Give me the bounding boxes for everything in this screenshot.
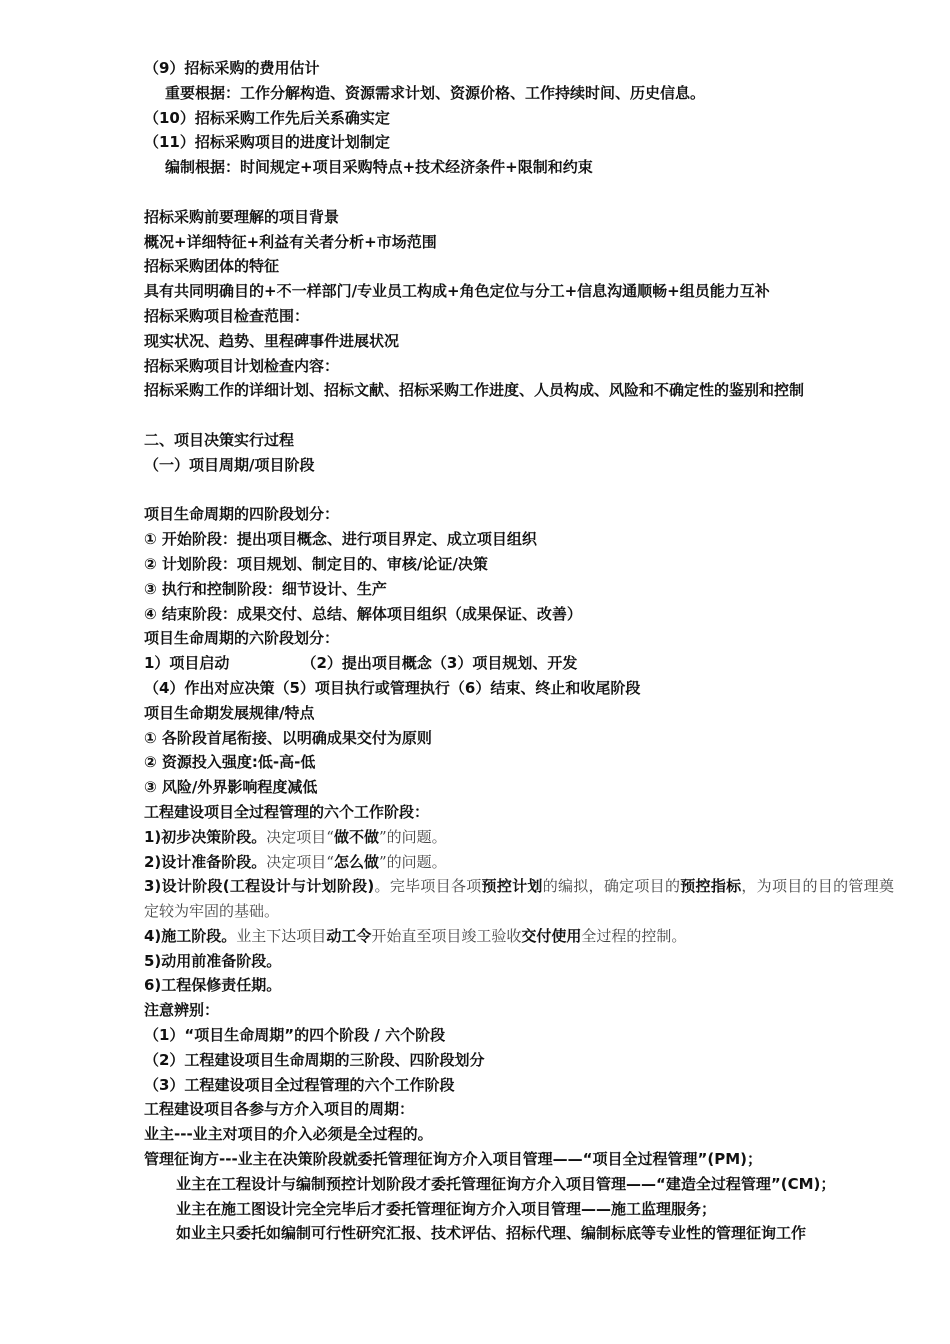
phase-text: 。完毕项目各项 — [374, 877, 482, 896]
phase-text: 决定项目“ — [266, 852, 334, 871]
phase-text: ”的问题。 — [378, 827, 447, 846]
construction-title: 工程建设项目全过程管理的六个工作阶段： — [144, 802, 430, 821]
phase-text: ，为项目的目的管理奠定较为牢固的基础。 — [144, 877, 894, 921]
construction-phase-6: 6)工程保修责任期。 — [144, 976, 282, 995]
phase-emphasis: 预控指标 — [680, 877, 742, 896]
spacer — [144, 180, 894, 205]
four-stage-title: 项目生命周期的四阶段划分： — [144, 505, 340, 524]
phase-label: 1)初步决策阶段。 — [144, 827, 267, 846]
participants-title: 工程建设项目各参与方介入项目的周期： — [144, 1100, 415, 1119]
item-9-basis: 重要根据：工作分解构造、资源需求计划、资源价格、工作持续时间、历史信息。 — [165, 83, 706, 102]
item-10-heading: （10）招标采购工作先后关系确实定 — [144, 108, 390, 127]
six-stage-item-1: 1）项目启动 — [144, 654, 230, 673]
construction-phase-1 — [144, 825, 894, 850]
phase-label: 3)设计阶段(工程设计与计划阶段) — [144, 877, 375, 896]
phase-emphasis: 预控计划 — [481, 877, 543, 896]
six-stage-items-2-3: （2）提出项目概念（3）项目规划、开发 — [301, 654, 578, 673]
background-line-8: 招标采购工作的详细计划、招标文献、招标采购工作进度、人员构成、风险和不确定性的鉴别和控制 — [144, 381, 805, 400]
participant-supervision: 业主在施工图设计完全完毕后才委托管理征询方介入项目管理——施工监理服务； — [176, 1199, 717, 1218]
four-stage-item: ③ 执行和控制阶段：细节设计、生产 — [144, 579, 387, 598]
phase-text: 开始直至项目竣工验收 — [371, 926, 522, 945]
six-stage-line-2: （4）作出对应决策（5）项目执行或管理执行（6）结束、终止和收尾阶段 — [144, 678, 641, 697]
four-stage-item: ④ 结束阶段：成果交付、总结、解体项目组织（成果保证、改善） — [144, 604, 582, 623]
document-page — [144, 56, 894, 1246]
phase-text: 的编拟，确定项目的 — [542, 877, 681, 896]
participant-owner: 业主---业主对项目的介入必须是全过程的。 — [144, 1125, 433, 1144]
participant-cm: 业主在工程设计与编制预控计划阶段才委托管理征询方介入项目管理——“建造全过程管理”(CM)； — [176, 1174, 836, 1193]
spacer — [144, 403, 894, 428]
item-11-basis: 编制根据：时间规定+项目采购特点+技术经济条件+限制和约束 — [165, 158, 593, 177]
lifecycle-rule: ③ 风险/外界影响程度减低 — [144, 778, 318, 797]
phase-emphasis: 做不做 — [333, 827, 379, 846]
item-11-heading: （11）招标采购项目的进度计划制定 — [144, 133, 390, 152]
note-item: （3）工程建设项目全过程管理的六个工作阶段 — [144, 1075, 455, 1094]
phase-text: ”的问题。 — [378, 852, 447, 871]
background-line-5: 招标采购项目检查范围： — [144, 306, 310, 325]
background-line-4: 具有共同明确目的+不一样部门/专业员工构成+角色定位与分工+信息沟通顺畅+组员能力互补 — [144, 282, 770, 301]
phase-text: 全过程的控制。 — [581, 926, 687, 945]
six-stage-line-1 — [144, 651, 894, 676]
construction-phase-3 — [144, 874, 894, 924]
six-stage-title: 项目生命周期的六阶段划分： — [144, 629, 340, 648]
background-line-7: 招标采购项目计划检查内容： — [144, 356, 340, 375]
four-stage-item: ② 计划阶段：项目规划、制定目的、审核/论证/决策 — [144, 554, 488, 573]
lifecycle-rule: ② 资源投入强度:低-高-低 — [144, 753, 316, 772]
note-item: （2）工程建设项目生命周期的三阶段、四阶段划分 — [144, 1050, 485, 1069]
section-subheading: （一）项目周期/项目阶段 — [144, 455, 315, 474]
four-stage-item: ① 开始阶段：提出项目概念、进行项目界定、成立项目组织 — [144, 530, 537, 549]
notes-title: 注意辨别： — [144, 1001, 220, 1020]
phase-label: 2)设计准备阶段。 — [144, 852, 267, 871]
participant-other: 如业主只委托如编制可行性研究汇报、技术评估、招标代理、编制标底等专业性的管理征询工作 — [176, 1224, 807, 1243]
construction-phase-4 — [144, 924, 894, 949]
background-line-6: 现实状况、趋势、里程碑事件进展状况 — [144, 331, 400, 350]
section-heading: 二、项目决策实行过程 — [144, 430, 295, 449]
lifecycle-rule: ① 各阶段首尾衔接、以明确成果交付为原则 — [144, 728, 432, 747]
construction-phase-5: 5)动用前准备阶段。 — [144, 951, 282, 970]
background-line-2: 概况+详细特征+利益有关者分析+市场范围 — [144, 232, 437, 251]
participant-consultant: 管理征询方---业主在决策阶段就委托管理征询方介入项目管理——“项目全过程管理”(PM)； — [144, 1150, 763, 1169]
construction-phase-2 — [144, 850, 894, 875]
spacer — [144, 478, 894, 503]
phase-text: 业主下达项目 — [236, 926, 327, 945]
phase-emphasis: 怎么做 — [333, 852, 379, 871]
background-line-1: 招标采购前要理解的项目背景 — [144, 207, 340, 226]
phase-label: 4)施工阶段。 — [144, 926, 237, 945]
phase-emphasis: 交付使用 — [521, 926, 582, 945]
phase-emphasis: 动工令 — [326, 926, 372, 945]
lifecycle-rules-title: 项目生命期发展规律/特点 — [144, 703, 315, 722]
background-line-3: 招标采购团体的特征 — [144, 257, 280, 276]
phase-text: 决定项目“ — [266, 827, 334, 846]
note-item: （1）“项目生命周期”的四个阶段 / 六个阶段 — [144, 1026, 446, 1045]
item-9-heading: （9）招标采购的费用估计 — [144, 59, 320, 77]
